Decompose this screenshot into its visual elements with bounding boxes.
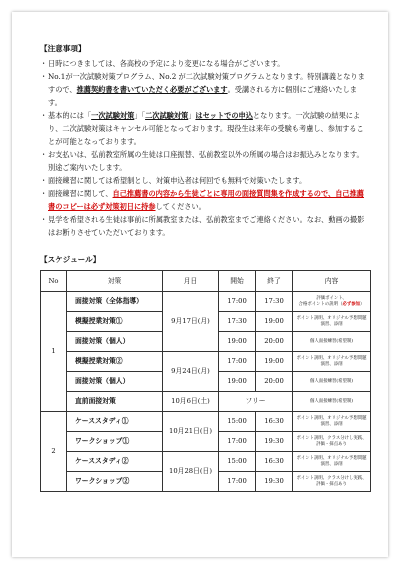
- row-start: 15:00: [219, 412, 256, 432]
- row-start: 17:00: [219, 432, 256, 452]
- note-item: [40, 70, 370, 109]
- row-date: 9月17日(月): [163, 292, 219, 352]
- row-end: 17:30: [256, 292, 293, 312]
- row-naiyou: [293, 372, 371, 392]
- row-end: 16:30: [256, 452, 293, 472]
- row-taisaku: ケーススタディ②: [67, 452, 163, 472]
- naiyou-text: 評価・採点あり: [316, 441, 347, 447]
- note-text: 二次試験対策: [145, 111, 189, 120]
- row-taisaku: 直前面接対策: [67, 392, 163, 412]
- note-item: [40, 187, 370, 213]
- note-text: はセットでの申込: [195, 111, 253, 120]
- row-no: 2: [41, 412, 67, 492]
- naiyou-line: 個人面接練習(希望制): [310, 378, 353, 384]
- note-text: 見学を希望される生徒は事前に所属教室または、弘前教室までご連絡ください。なお、動画の撮影はお断りさせていただいております。: [48, 215, 365, 237]
- note-text: 一次試験対策: [91, 111, 135, 120]
- naiyou-line: ポイント説明、クラス分けし実践、: [296, 475, 367, 481]
- note-text: 推薦契約書を書いていただく必要がございます: [76, 85, 228, 94]
- naiyou-text: ）: [360, 301, 365, 307]
- note-text: 面接練習に関しては希望制とし、対策申込者は何回でも無料で対策いたします。: [48, 176, 307, 185]
- note-item: [40, 57, 370, 70]
- notes-title: 【注意事項】: [40, 44, 86, 53]
- row-naiyou: [293, 332, 371, 352]
- naiyou-line: ポイント説明、オリジナル予想問題演習、添削: [296, 415, 367, 427]
- naiyou-line: 評価ポイント、: [316, 295, 347, 301]
- note-item: [40, 174, 370, 187]
- row-end: 16:30: [256, 412, 293, 432]
- naiyou-line: [295, 482, 368, 488]
- row-naiyou: [293, 432, 371, 452]
- row-taisaku: 面接対策（全体指導）: [67, 292, 163, 312]
- row-start: 17:00: [219, 292, 256, 312]
- header-naiyou: 内容: [293, 271, 371, 292]
- row-naiyou: [293, 312, 371, 332]
- row-date: 10月28日(日): [163, 452, 219, 492]
- note-text: 日時につきましては、各高校の予定により変更になる場合がございます。: [48, 59, 285, 68]
- row-end: 20:00: [256, 332, 293, 352]
- schedule-row: [41, 412, 371, 432]
- schedule-title: 【スケジュール】: [40, 255, 101, 264]
- row-date: 9月24日(月): [163, 352, 219, 392]
- note-item: [40, 148, 370, 174]
- row-end: 19:30: [256, 472, 293, 492]
- note-text: 」: [188, 111, 196, 120]
- note-text: となります。一次試験の結果により、二次試験対策はキャンセル可能となっております。現役生は来年の受験も考慮し、参加することが可能となっております。: [48, 111, 364, 146]
- row-start: 19:00: [219, 372, 256, 392]
- note-text: 。受講される方に個別にご連絡いたします。: [48, 85, 357, 107]
- row-naiyou: [293, 392, 371, 412]
- note-text: 面接練習に関して、: [48, 189, 113, 198]
- row-date: 10月6日(土): [163, 392, 219, 412]
- header-end: 終了: [256, 271, 293, 292]
- row-start: 19:00: [219, 332, 256, 352]
- note-text: No.1が一次試験対策プログラム、No.2 が二次試験対策プログラムとなります。特別講義となりますので、: [48, 72, 365, 94]
- row-end: 20:00: [256, 372, 293, 392]
- row-naiyou: [293, 292, 371, 312]
- row-naiyou: [293, 352, 371, 372]
- document-content: [40, 42, 370, 492]
- naiyou-line: ポイント説明、クラス分けし実践、: [296, 435, 367, 441]
- header-no: No: [41, 271, 67, 292]
- note-text: 」「: [134, 111, 146, 120]
- schedule-row: [41, 452, 371, 472]
- note-item: [40, 109, 370, 148]
- row-date: 10月21日(日): [163, 412, 219, 452]
- schedule-table: [40, 270, 371, 492]
- document-page: [12, 12, 388, 557]
- note-text: お支払いは、弘前教室所属の生徒は口座振替、弘前教室以外の所属の場合はお振込みとなります。別途ご案内いたします。: [48, 150, 364, 172]
- naiyou-line: ポイント説明、オリジナル予想問題演習、添削: [296, 355, 367, 367]
- schedule-header-row: [41, 271, 371, 292]
- naiyou-emphasis: 必ず参加: [342, 301, 361, 307]
- note-text: してください。: [155, 202, 206, 211]
- row-start: 17:00: [219, 472, 256, 492]
- row-naiyou: [293, 412, 371, 432]
- naiyou-line: 個人面接練習(希望制): [310, 398, 353, 404]
- header-date: 月日: [163, 271, 219, 292]
- schedule-row: [41, 352, 371, 372]
- naiyou-text: 評価・採点あり: [316, 481, 347, 487]
- schedule-body: [41, 292, 371, 492]
- notes-list: [40, 57, 370, 239]
- naiyou-line: [295, 302, 368, 308]
- row-taisaku: ケーススタディ①: [67, 412, 163, 432]
- naiyou-line: 個人面接練習(希望制): [310, 338, 353, 344]
- naiyou-line: ポイント説明、オリジナル予想問題演習、添削: [296, 455, 367, 467]
- schedule-row: [41, 392, 371, 412]
- row-start: 15:00: [219, 452, 256, 472]
- row-time-free: フリー: [219, 392, 293, 412]
- row-naiyou: [293, 472, 371, 492]
- row-no: 1: [41, 292, 67, 412]
- row-end: 19:30: [256, 432, 293, 452]
- row-taisaku: ワークショップ①: [67, 432, 163, 452]
- naiyou-line: ポイント説明、オリジナル予想問題演習、添削: [296, 315, 367, 327]
- naiyou-line: [295, 442, 368, 448]
- row-start: 17:30: [219, 312, 256, 332]
- naiyou-text: 合格ポイントの説明（: [298, 301, 343, 307]
- row-taisaku: 面接対策（個人）: [67, 332, 163, 352]
- row-taisaku: 模擬授業対策②: [67, 352, 163, 372]
- row-taisaku: 面接対策（個人）: [67, 372, 163, 392]
- header-start: 開始: [219, 271, 256, 292]
- note-text: 自己推薦書の内容から生徒ごとに専用の面接質問集を作成するので、自己推薦書のコピーは必ず対策初日に持参: [48, 189, 364, 211]
- note-item: [40, 213, 370, 239]
- header-taisaku: 対策: [67, 271, 163, 292]
- row-end: 19:00: [256, 352, 293, 372]
- row-end: 19:00: [256, 312, 293, 332]
- note-text: 基本的には「: [48, 111, 92, 120]
- schedule-row: [41, 292, 371, 312]
- row-naiyou: [293, 452, 371, 472]
- row-taisaku: ワークショップ②: [67, 472, 163, 492]
- row-start: 17:00: [219, 352, 256, 372]
- row-taisaku: 模擬授業対策①: [67, 312, 163, 332]
